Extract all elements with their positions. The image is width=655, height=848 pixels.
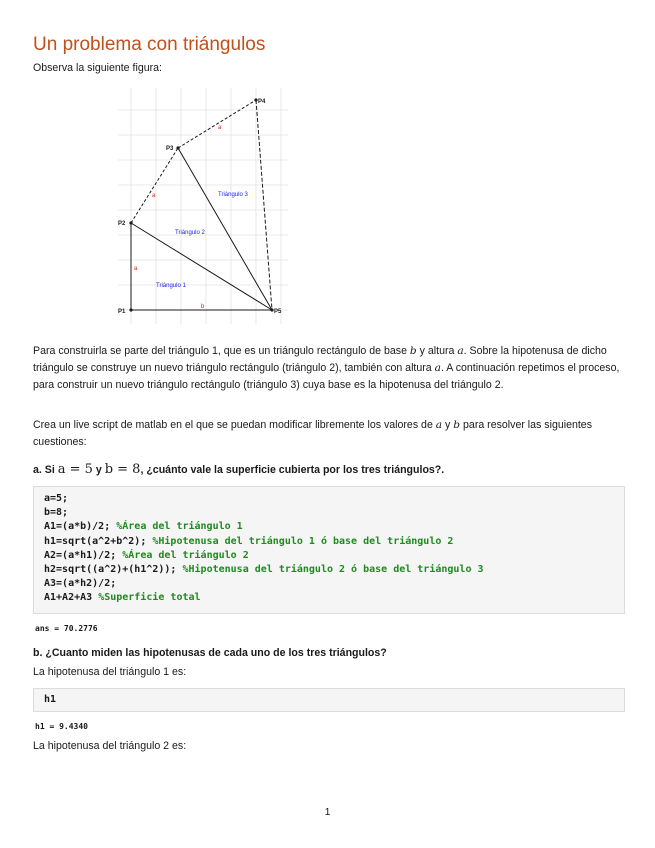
side-p3-p4 [178, 100, 256, 148]
code-line: A1=(a*b)/2; %Área del triángulo 1 [44, 521, 243, 533]
code-block-h1[interactable] [33, 688, 625, 712]
side-p2-p3 [131, 148, 178, 223]
paragraph-construction: Para construirla se parte del triángulo 1, que es un triángulo rectángulo de base b y altura a. Sobre la hipotenusa de dicho triángulo se construye un nuevo triángulo rectángulo (triángulo 2), también con altura a. A continuación repetimos el proceso, para construir un nuevo triángulo rectángulo (triángulo 3) cuya base es la hipotenusa del triángulo 2. [33, 345, 620, 391]
paragraph-instructions: Crea un live script de matlab en el que se puedan modificar libremente los valores de a y b para resolver las siguientes cuestiones: [33, 419, 592, 448]
label-p4: P4 [258, 99, 266, 105]
label-p5: P5 [274, 309, 282, 315]
side-label-a-2: a [152, 193, 156, 199]
point-p3 [176, 146, 179, 149]
side-label-a-3: a [218, 125, 222, 131]
side-p2-p5 [131, 223, 272, 310]
side-p4-p5 [256, 100, 272, 310]
code-line: b=8; [44, 507, 69, 519]
code-line: A3=(a*h2)/2; [44, 578, 117, 590]
code-line: h1 [44, 694, 57, 705]
code-block-a[interactable] [33, 486, 625, 614]
text-h2: La hipotenusa del triángulo 2 es: [33, 740, 187, 752]
label-p2: P2 [118, 221, 126, 227]
triangles-diagram [118, 88, 288, 324]
label-p1: P1 [118, 309, 126, 315]
side-label-a-1: a [134, 266, 138, 272]
triangle-label-3: Triángulo 3 [218, 192, 248, 198]
point-p1 [129, 308, 132, 311]
code-line: A2=(a*h1)/2; %Área del triángulo 2 [44, 549, 249, 561]
triangle-label-1: Triángulo 1 [156, 283, 186, 289]
question-a-heading: a. Si a = 5 y b = 8, ¿cuánto vale la superficie cubierta por los tres triángulos?. [33, 462, 445, 477]
output-h1: h1 = 9.4340 [35, 722, 88, 731]
intro-text: Observa la siguiente figura: [33, 62, 162, 74]
triangle-label-2: Triángulo 2 [175, 230, 205, 236]
question-b-heading: b. ¿Cuanto miden las hipotenusas de cada uno de los tres triángulos? [33, 647, 387, 659]
side-label-b: b [201, 304, 205, 310]
label-p3: P3 [166, 146, 174, 152]
page-number: 1 [324, 806, 331, 818]
triangles-figure [118, 88, 288, 324]
page-title: Un problema con triángulos [33, 34, 266, 55]
text-h1: La hipotenusa del triángulo 1 es: [33, 666, 187, 678]
point-p2 [129, 221, 132, 224]
output-a: ans = 70.2776 [35, 624, 98, 633]
code-line: A1+A2+A3 %Superficie total [44, 592, 201, 604]
grid [118, 88, 288, 324]
side-p3-p5 [178, 148, 272, 310]
code-line: a=5; [44, 493, 69, 504]
code-line: h2=sqrt((a^2)+(h1^2)); %Hipotenusa del triángulo 2 ó base del triángulo 3 [44, 564, 484, 576]
code-line: h1=sqrt(a^2+b^2); %Hipotenusa del triángulo 1 ó base del triángulo 2 [44, 535, 454, 547]
